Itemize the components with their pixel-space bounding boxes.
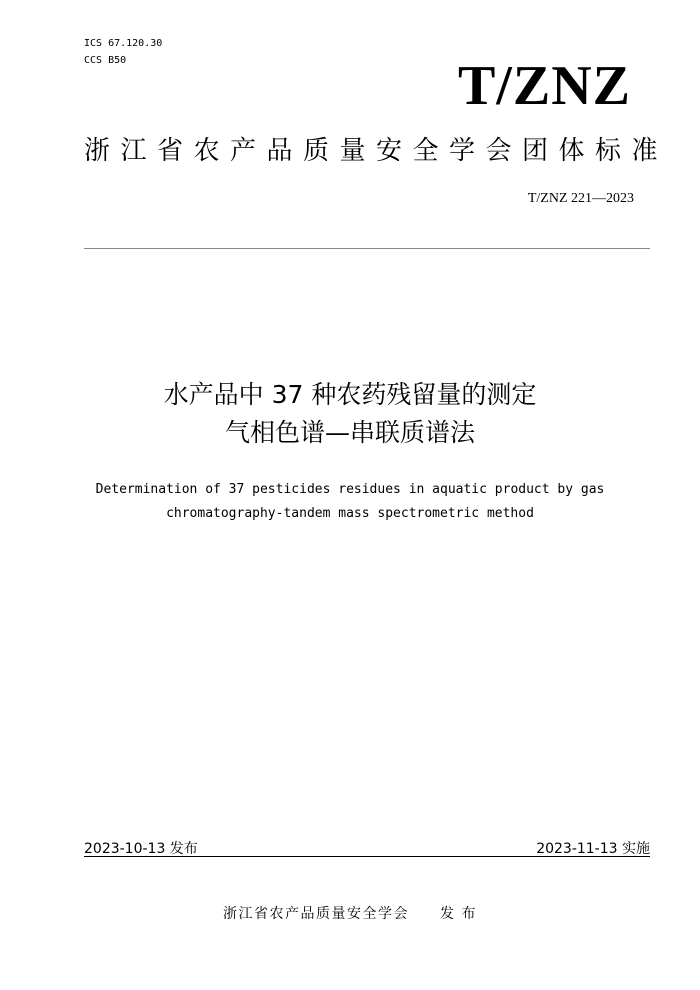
organization-standard-heading: 浙江省农产品质量安全学会团体标准 bbox=[84, 136, 669, 166]
publisher-line: 浙江省农产品质量安全学会 发 布 bbox=[223, 906, 477, 922]
implementation-date: 2023-11-13 实施 bbox=[536, 841, 650, 857]
english-title-line-2: chromatography-tandem mass spectrometric method bbox=[166, 506, 534, 521]
standard-logo: T/ZNZ bbox=[457, 55, 631, 117]
english-title-line-1: Determination of 37 pesticides residues in aquatic product by gas bbox=[95, 482, 605, 497]
standard-number: T/ZNZ 221—2023 bbox=[527, 191, 634, 206]
chinese-title-line-1: 水产品中 37 种农药残留量的测定 bbox=[163, 380, 537, 409]
issue-date: 2023-10-13 发布 bbox=[84, 841, 198, 857]
chinese-title-line-2: 气相色谱—串联质谱法 bbox=[224, 418, 475, 447]
header-divider bbox=[84, 248, 650, 249]
footer-divider bbox=[84, 856, 650, 857]
ics-code: ICS 67.120.30 bbox=[84, 38, 163, 49]
ccs-code: CCS B50 bbox=[84, 55, 127, 66]
